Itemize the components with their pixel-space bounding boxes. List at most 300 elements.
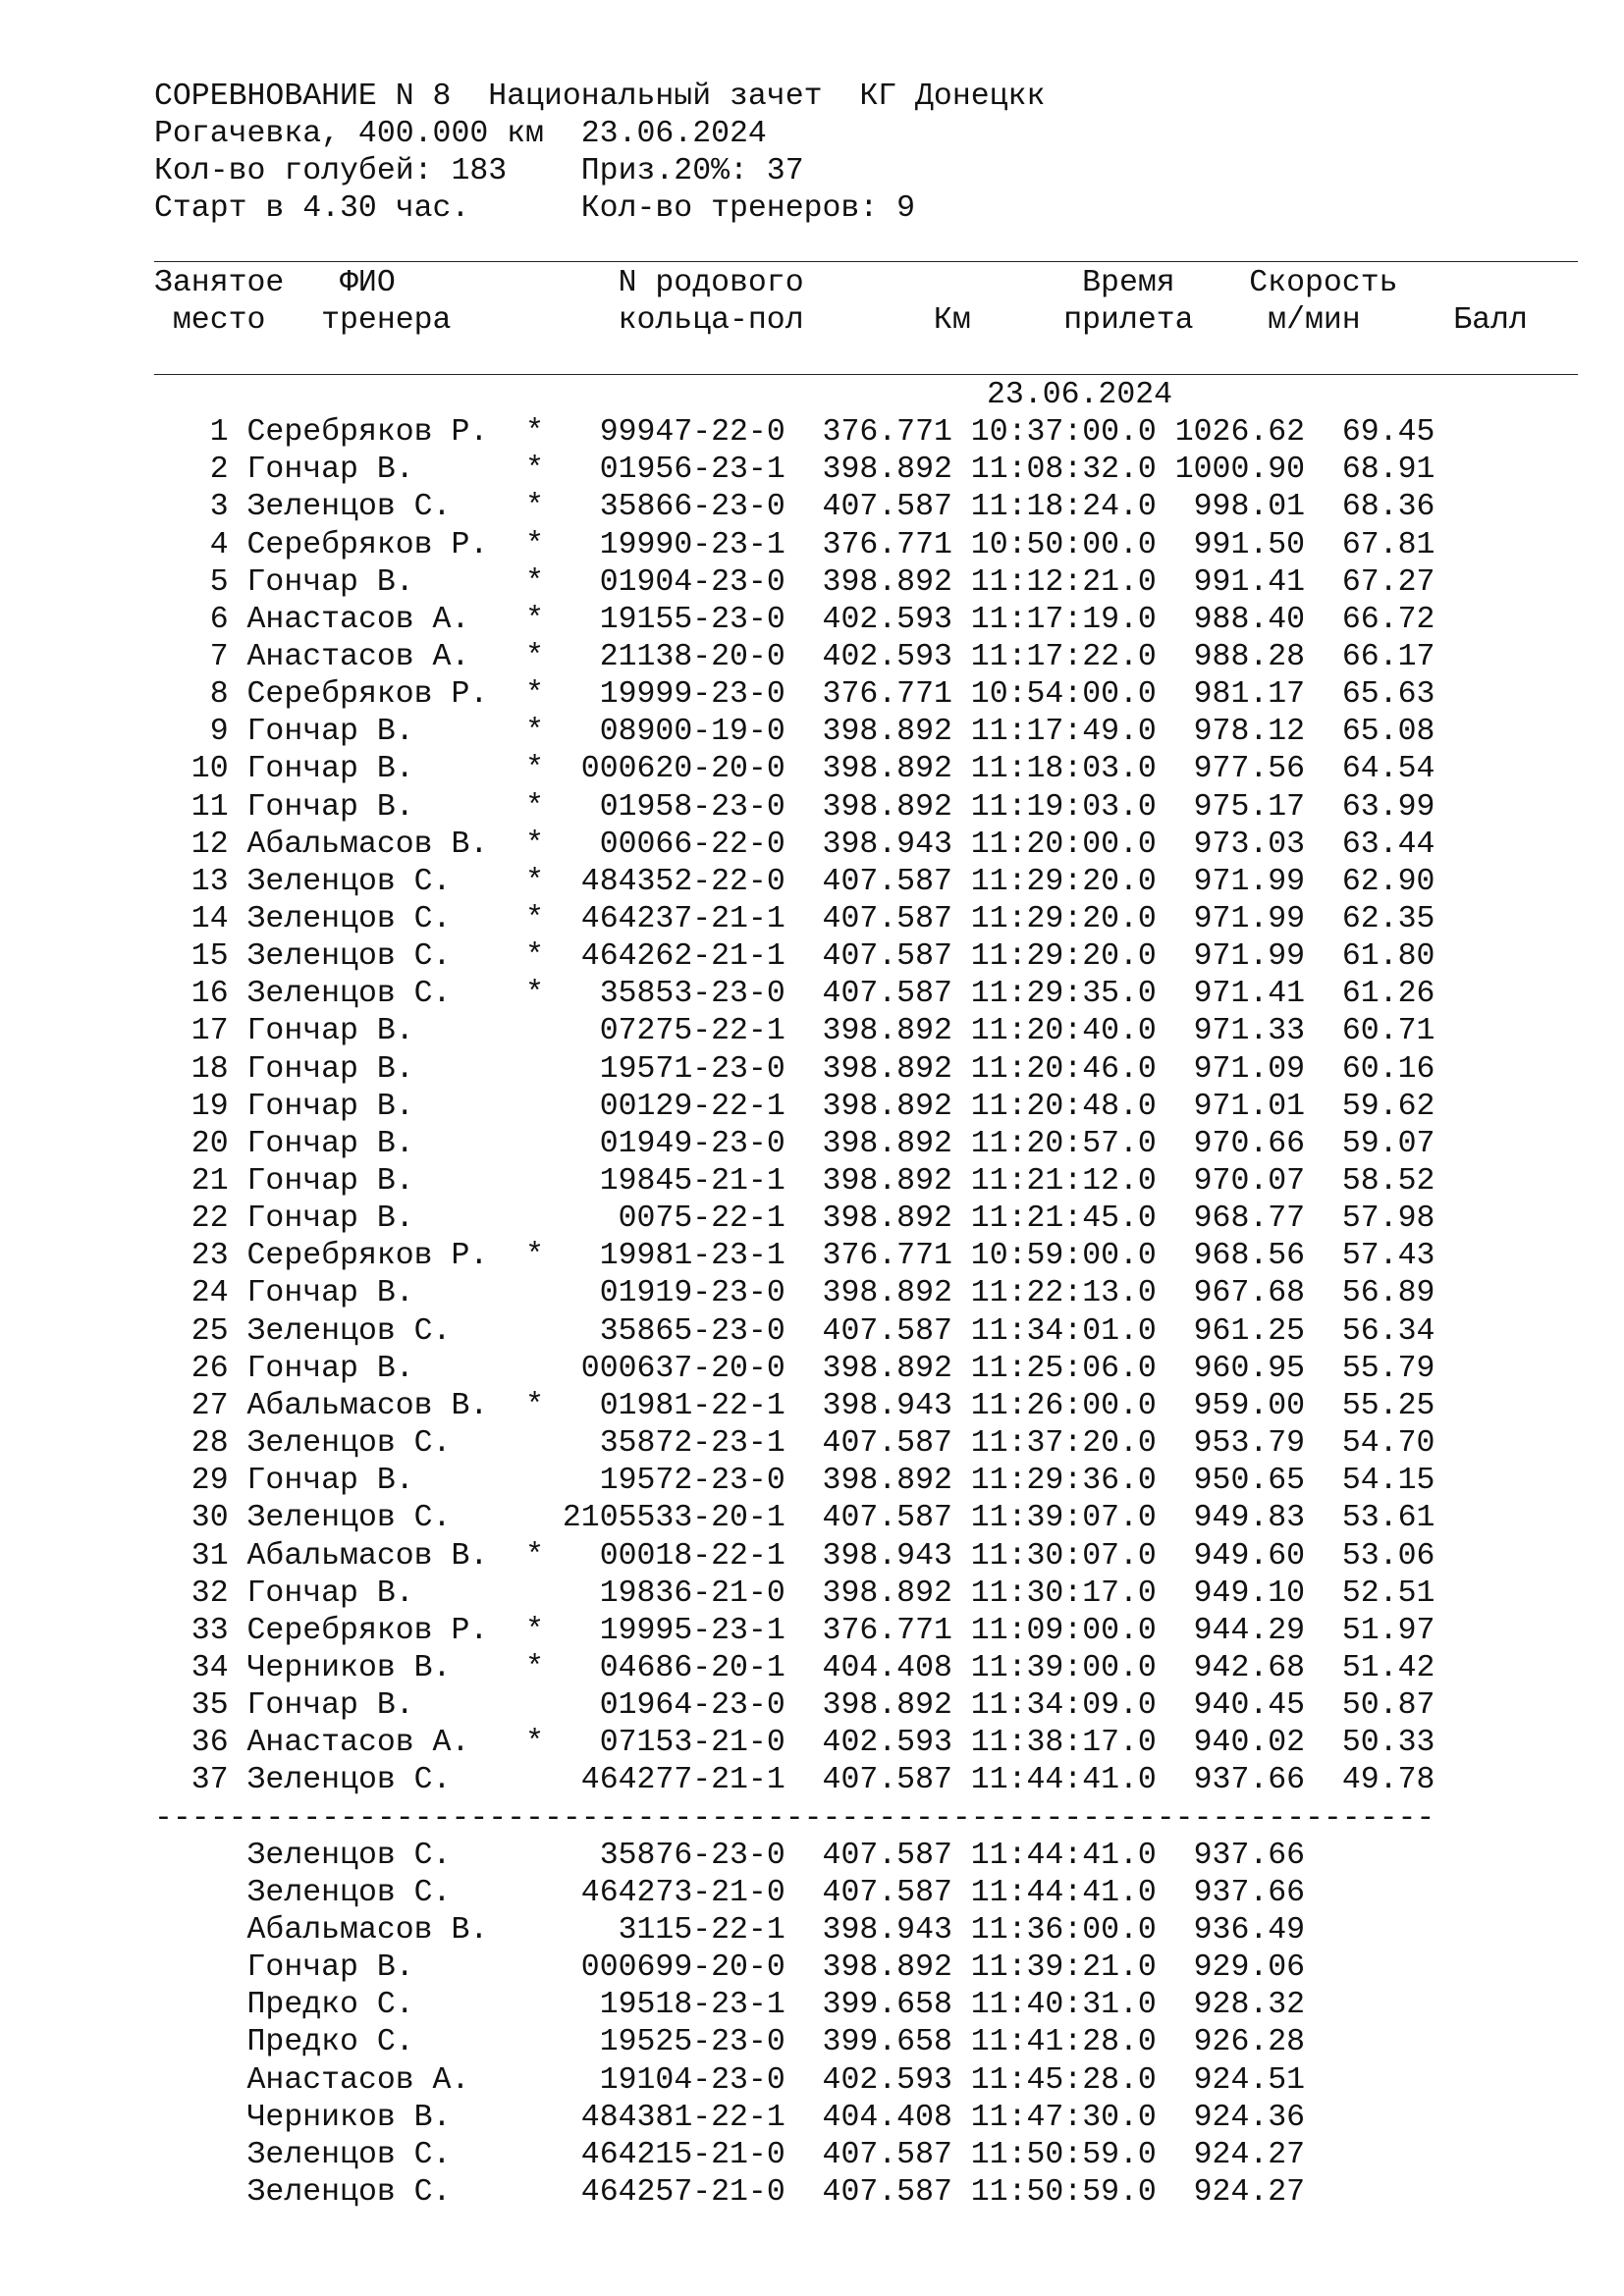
arrival-time: 11:20:00.0	[970, 827, 1157, 862]
arrival-time: 11:44:41.0	[970, 1838, 1157, 1873]
speed: 971.01	[1174, 1089, 1306, 1124]
arrival-time: 11:18:03.0	[970, 752, 1157, 787]
arrival-time: 11:45:28.0	[970, 2062, 1157, 2098]
table-row	[154, 1538, 1435, 1575]
place: 36	[154, 1726, 229, 1761]
speed: 971.41	[1174, 977, 1306, 1012]
points: 61.80	[1323, 939, 1435, 975]
table-row	[154, 938, 1435, 976]
speed: 998.01	[1174, 490, 1306, 525]
place: 27	[154, 1388, 229, 1423]
mark	[525, 1501, 544, 1535]
ring-number: 35872-23-1	[562, 1426, 785, 1461]
place: 34	[154, 1651, 229, 1685]
trainer-name: Зеленцов С.	[246, 2137, 508, 2172]
trainer-name: Зеленцов С.	[246, 1501, 508, 1536]
date-heading: 23.06.2024	[987, 378, 1173, 412]
arrival-time: 11:34:09.0	[970, 1688, 1157, 1724]
arrival-time: 11:29:20.0	[970, 939, 1157, 975]
ring-number: 19571-23-0	[562, 1051, 785, 1087]
mark	[525, 1164, 544, 1199]
table-row	[154, 1388, 1435, 1425]
speed: 961.25	[1174, 1313, 1306, 1349]
mark: *	[525, 415, 544, 450]
competition-title: СОРЕВНОВАНИЕ N 8 Национальный зачет КГ Донецкк	[154, 80, 1046, 114]
arrival-time: 11:44:41.0	[970, 1875, 1157, 1910]
speed: 959.00	[1174, 1388, 1306, 1423]
mark: *	[525, 939, 544, 975]
arrival-time: 11:39:07.0	[970, 1501, 1157, 1536]
trainer-name: Предко С.	[246, 2025, 508, 2060]
speed: 967.68	[1174, 1276, 1306, 1311]
points: 69.45	[1323, 415, 1435, 450]
speed: 988.40	[1174, 602, 1306, 637]
points: 54.15	[1323, 1464, 1435, 1499]
table-row	[154, 1912, 1305, 1949]
place: 26	[154, 1351, 229, 1386]
table-row	[154, 976, 1435, 1013]
arrival-time: 11:29:20.0	[970, 902, 1157, 936]
arrival-time: 11:29:20.0	[970, 864, 1157, 899]
place: 21	[154, 1164, 229, 1199]
trainer-name: Анастасов А.	[246, 639, 508, 674]
ring-number: 464215-21-0	[562, 2137, 785, 2172]
table-row	[154, 1949, 1305, 1987]
arrival-time: 11:40:31.0	[970, 1988, 1157, 2023]
trainer-name: Гончар В.	[246, 1089, 508, 1124]
mark: *	[525, 1613, 544, 1648]
points: 65.63	[1323, 677, 1435, 712]
distance-km: 398.892	[803, 564, 952, 600]
trainer-name: Гончар В.	[246, 1575, 508, 1611]
distance-km: 398.943	[803, 1538, 952, 1574]
points: 57.43	[1323, 1239, 1435, 1274]
table-row	[154, 1838, 1305, 1875]
points: 55.79	[1323, 1351, 1435, 1386]
mark: *	[525, 1239, 544, 1274]
table-row	[154, 1463, 1435, 1500]
distance-km: 404.408	[803, 1651, 952, 1685]
points: 50.87	[1323, 1688, 1435, 1724]
trainer-name: Гончар В.	[246, 752, 508, 787]
speed: 942.68	[1174, 1651, 1306, 1685]
trainer-name: Гончар В.	[246, 564, 508, 600]
distance-km: 376.771	[803, 415, 952, 450]
ring-number: 19155-23-0	[562, 602, 785, 637]
arrival-time: 11:22:13.0	[970, 1276, 1157, 1311]
arrival-time: 11:21:45.0	[970, 1201, 1157, 1237]
arrival-time: 11:19:03.0	[970, 789, 1157, 825]
arrival-time: 11:26:00.0	[970, 1388, 1157, 1423]
arrival-time: 11:37:20.0	[970, 1426, 1157, 1461]
arrival-time: 11:39:00.0	[970, 1651, 1157, 1685]
points: 68.91	[1323, 453, 1435, 488]
ring-number: 464262-21-1	[562, 939, 785, 975]
trainer-name: Зеленцов С.	[246, 977, 508, 1012]
ring-number: 464257-21-0	[562, 2175, 785, 2211]
speed: 971.09	[1174, 1051, 1306, 1087]
table-row	[154, 639, 1435, 676]
speed: 924.27	[1174, 2137, 1306, 2172]
mark	[525, 1201, 544, 1236]
points: 63.44	[1323, 827, 1435, 862]
arrival-time: 11:47:30.0	[970, 2100, 1157, 2135]
table-row	[154, 864, 1435, 901]
points: 65.08	[1323, 715, 1435, 750]
points: 55.25	[1323, 1388, 1435, 1423]
distance-km: 376.771	[803, 1239, 952, 1274]
arrival-time: 11:09:00.0	[970, 1613, 1157, 1648]
distance-km: 398.892	[803, 752, 952, 787]
trainer-name: Гончар В.	[246, 1164, 508, 1199]
place: 11	[154, 789, 229, 825]
trainer-name: Абальмасов В.	[246, 1913, 508, 1948]
arrival-time: 11:39:21.0	[970, 1950, 1157, 1986]
mark	[525, 1576, 544, 1611]
table-row	[154, 1613, 1435, 1650]
distance-km: 398.892	[803, 789, 952, 825]
points: 63.99	[1323, 789, 1435, 825]
mark: *	[525, 1538, 544, 1574]
table-row	[154, 1089, 1435, 1126]
mark: *	[525, 527, 544, 562]
place: 33	[154, 1613, 229, 1648]
mark	[525, 1276, 544, 1310]
table-row	[154, 1875, 1305, 1912]
speed: 971.99	[1174, 902, 1306, 936]
ring-number: 000620-20-0	[562, 752, 785, 787]
mark	[525, 1090, 544, 1124]
arrival-time: 10:50:00.0	[970, 527, 1157, 562]
arrival-time: 11:44:41.0	[970, 1763, 1157, 1798]
speed: 1000.90	[1174, 453, 1306, 488]
mark: *	[525, 977, 544, 1012]
trainer-name: Зеленцов С.	[246, 864, 508, 899]
speed: 977.56	[1174, 752, 1306, 787]
ring-number: 0075-22-1	[562, 1201, 785, 1237]
ring-number: 00129-22-1	[562, 1089, 785, 1124]
speed: 970.07	[1174, 1164, 1306, 1199]
arrival-time: 11:50:59.0	[970, 2137, 1157, 2172]
table-row	[154, 452, 1435, 489]
arrival-time: 11:41:28.0	[970, 2025, 1157, 2060]
trainer-name: Анастасов А.	[246, 2062, 508, 2098]
ring-number: 464277-21-1	[562, 1763, 785, 1798]
ring-number: 3115-22-1	[562, 1913, 785, 1948]
table-row	[154, 1238, 1435, 1275]
mark: *	[525, 1388, 544, 1423]
table-row	[154, 2137, 1305, 2174]
arrival-time: 11:20:46.0	[970, 1051, 1157, 1087]
table-row	[154, 602, 1435, 639]
points: 51.97	[1323, 1613, 1435, 1648]
distance-km: 398.943	[803, 827, 952, 862]
trainer-name: Зеленцов С.	[246, 490, 508, 525]
mark	[525, 1688, 544, 1723]
table-row	[154, 1163, 1435, 1201]
ring-number: 07153-21-0	[562, 1726, 785, 1761]
arrival-time: 11:30:07.0	[970, 1538, 1157, 1574]
place: 32	[154, 1575, 229, 1611]
speed: 949.10	[1174, 1575, 1306, 1611]
ring-number: 19518-23-1	[562, 1988, 785, 2023]
table-row	[154, 527, 1435, 564]
distance-km: 398.892	[803, 1950, 952, 1986]
points: 49.78	[1323, 1763, 1435, 1798]
ring-number: 35865-23-0	[562, 1313, 785, 1349]
arrival-time: 11:25:06.0	[970, 1351, 1157, 1386]
arrival-time: 11:18:24.0	[970, 490, 1157, 525]
ring-number: 08900-19-0	[562, 715, 785, 750]
mark: *	[525, 564, 544, 600]
place: 7	[154, 639, 229, 674]
ring-number: 000699-20-0	[562, 1950, 785, 1986]
place: 35	[154, 1688, 229, 1724]
ring-number: 19990-23-1	[562, 527, 785, 562]
distance-km: 398.892	[803, 715, 952, 750]
points: 58.52	[1323, 1164, 1435, 1199]
distance-km: 404.408	[803, 2100, 952, 2135]
ring-number: 19525-23-0	[562, 2025, 785, 2060]
mark: *	[525, 1651, 544, 1685]
points: 62.35	[1323, 902, 1435, 936]
ring-number: 464273-21-0	[562, 1875, 785, 1910]
distance-km: 402.593	[803, 639, 952, 674]
ring-number: 01949-23-0	[562, 1126, 785, 1161]
points: 59.62	[1323, 1089, 1435, 1124]
ring-number: 35866-23-0	[562, 490, 785, 525]
ring-number: 35853-23-0	[562, 977, 785, 1012]
trainer-name: Гончар В.	[246, 1126, 508, 1161]
distance-km: 407.587	[803, 939, 952, 975]
points: 50.33	[1323, 1726, 1435, 1761]
speed: 937.66	[1174, 1838, 1306, 1873]
speed: 924.36	[1174, 2100, 1306, 2135]
speed: 944.29	[1174, 1613, 1306, 1648]
speed: 950.65	[1174, 1464, 1306, 1499]
table-row	[154, 789, 1435, 827]
distance-km: 407.587	[803, 490, 952, 525]
distance-km: 398.943	[803, 1913, 952, 1948]
mark: *	[525, 715, 544, 750]
points: 56.34	[1323, 1313, 1435, 1349]
speed: 975.17	[1174, 789, 1306, 825]
arrival-time: 11:17:22.0	[970, 639, 1157, 674]
points: 68.36	[1323, 490, 1435, 525]
place: 6	[154, 602, 229, 637]
place: 29	[154, 1464, 229, 1499]
arrival-time: 10:54:00.0	[970, 677, 1157, 712]
distance-km: 398.892	[803, 1089, 952, 1124]
distance-km: 402.593	[803, 2062, 952, 2098]
trainer-name: Зеленцов С.	[246, 1838, 508, 1873]
distance-km: 402.593	[803, 1726, 952, 1761]
header-bottom-rule	[154, 374, 1578, 375]
mark: *	[525, 789, 544, 825]
table-row	[154, 1687, 1435, 1725]
mark: *	[525, 752, 544, 787]
trainer-name: Зеленцов С.	[246, 1875, 508, 1910]
table-row	[154, 1500, 1435, 1537]
arrival-time: 11:38:17.0	[970, 1726, 1157, 1761]
table-row	[154, 714, 1435, 751]
ring-number: 99947-22-0	[562, 415, 785, 450]
distance-km: 407.587	[803, 977, 952, 1012]
place: 18	[154, 1051, 229, 1087]
distance-km: 398.892	[803, 1688, 952, 1724]
arrival-time: 11:20:40.0	[970, 1014, 1157, 1049]
place: 13	[154, 864, 229, 899]
speed: 981.17	[1174, 677, 1306, 712]
points: 53.61	[1323, 1501, 1435, 1536]
distance-km: 398.892	[803, 1276, 952, 1311]
ring-number: 01904-23-0	[562, 564, 785, 600]
points: 53.06	[1323, 1538, 1435, 1574]
ring-number: 2105533-20-1	[562, 1501, 785, 1536]
points: 61.26	[1323, 977, 1435, 1012]
table-row	[154, 2174, 1305, 2212]
table-row	[154, 676, 1435, 714]
trainer-name: Гончар В.	[246, 1014, 508, 1049]
table-row	[154, 901, 1435, 938]
speed: 940.02	[1174, 1726, 1306, 1761]
speed: 929.06	[1174, 1950, 1306, 1986]
ring-number: 464237-21-1	[562, 902, 785, 936]
ring-number: 19845-21-1	[562, 1164, 785, 1199]
points: 60.71	[1323, 1014, 1435, 1049]
speed: 991.41	[1174, 564, 1306, 600]
speed: 949.60	[1174, 1538, 1306, 1574]
ring-number: 07275-22-1	[562, 1014, 785, 1049]
speed: 1026.62	[1174, 415, 1306, 450]
speed: 924.51	[1174, 2062, 1306, 2098]
ring-number: 19104-23-0	[562, 2062, 785, 2098]
distance-km: 376.771	[803, 677, 952, 712]
mark	[525, 1014, 544, 1048]
speed: 953.79	[1174, 1426, 1306, 1461]
mark	[525, 1052, 544, 1087]
distance-km: 398.892	[803, 1126, 952, 1161]
speed: 940.45	[1174, 1688, 1306, 1724]
table-row	[154, 414, 1435, 452]
distance-km: 398.943	[803, 1388, 952, 1423]
trainer-name: Гончар В.	[246, 1201, 508, 1237]
speed: 988.28	[1174, 639, 1306, 674]
trainer-name: Гончар В.	[246, 1464, 508, 1499]
points: 59.07	[1323, 1126, 1435, 1161]
mark	[525, 1127, 544, 1161]
distance-km: 407.587	[803, 1875, 952, 1910]
table-row	[154, 1313, 1435, 1351]
distance-km: 407.587	[803, 2137, 952, 2172]
place: 22	[154, 1201, 229, 1237]
trainer-name: Гончар В.	[246, 1351, 508, 1386]
distance-km: 407.587	[803, 864, 952, 899]
trainer-name: Серебряков Р.	[246, 677, 508, 712]
speed: 936.49	[1174, 1913, 1306, 1948]
place: 14	[154, 902, 229, 936]
table-row	[154, 1201, 1435, 1238]
trainer-name: Зеленцов С.	[246, 902, 508, 936]
points: 57.98	[1323, 1201, 1435, 1237]
ring-number: 19995-23-1	[562, 1613, 785, 1648]
ring-number: 01981-22-1	[562, 1388, 785, 1423]
place: 9	[154, 715, 229, 750]
mark	[525, 1352, 544, 1386]
trainer-name: Абальмасов В.	[246, 1538, 508, 1574]
distance-km: 407.587	[803, 1763, 952, 1798]
mark: *	[525, 639, 544, 674]
distance-km: 407.587	[803, 2175, 952, 2211]
table-row	[154, 1351, 1435, 1388]
arrival-time: 11:34:01.0	[970, 1313, 1157, 1349]
arrival-time: 11:17:49.0	[970, 715, 1157, 750]
points: 67.81	[1323, 527, 1435, 562]
arrival-time: 11:30:17.0	[970, 1575, 1157, 1611]
place: 25	[154, 1313, 229, 1349]
distance-km: 398.892	[803, 1014, 952, 1049]
place: 23	[154, 1239, 229, 1274]
speed: 978.12	[1174, 715, 1306, 750]
trainer-name: Предко С.	[246, 1988, 508, 2023]
speed: 971.99	[1174, 939, 1306, 975]
distance-km: 376.771	[803, 1613, 952, 1648]
column-header-row-1: Занятое ФИО N родового Время Скорость	[154, 266, 1398, 300]
mark	[525, 1314, 544, 1349]
table-row	[154, 1650, 1435, 1687]
mark	[525, 1426, 544, 1461]
speed: 937.66	[1174, 1763, 1306, 1798]
trainer-name: Зеленцов С.	[246, 1313, 508, 1349]
arrival-time: 11:20:57.0	[970, 1126, 1157, 1161]
distance-km: 398.892	[803, 1575, 952, 1611]
points: 51.42	[1323, 1651, 1435, 1685]
speed: 970.66	[1174, 1126, 1306, 1161]
distance-km: 398.892	[803, 1051, 952, 1087]
ring-number: 00018-22-1	[562, 1538, 785, 1574]
trainer-name: Гончар В.	[246, 789, 508, 825]
place: 12	[154, 827, 229, 862]
ring-number: 35876-23-0	[562, 1838, 785, 1873]
mark: *	[525, 864, 544, 899]
table-row	[154, 1275, 1435, 1312]
arrival-time: 10:59:00.0	[970, 1239, 1157, 1274]
distance-km: 407.587	[803, 902, 952, 936]
distance-km: 399.658	[803, 1988, 952, 2023]
arrival-time: 11:08:32.0	[970, 453, 1157, 488]
ring-number: 00066-22-0	[562, 827, 785, 862]
speed: 973.03	[1174, 827, 1306, 862]
speed: 968.56	[1174, 1239, 1306, 1274]
ring-number: 19999-23-0	[562, 677, 785, 712]
table-row	[154, 2062, 1305, 2100]
trainer-name: Абальмасов В.	[246, 1388, 508, 1423]
place: 1	[154, 415, 229, 450]
ring-number: 01919-23-0	[562, 1276, 785, 1311]
mark	[525, 1763, 544, 1797]
arrival-time: 11:29:35.0	[970, 977, 1157, 1012]
trainer-name: Серебряков Р.	[246, 1613, 508, 1648]
points: 66.17	[1323, 639, 1435, 674]
points: 62.90	[1323, 864, 1435, 899]
arrival-time: 11:50:59.0	[970, 2175, 1157, 2211]
speed: 937.66	[1174, 1875, 1306, 1910]
points: 52.51	[1323, 1575, 1435, 1611]
ring-number: 01964-23-0	[562, 1688, 785, 1724]
distance-km: 407.587	[803, 1501, 952, 1536]
table-row	[154, 2024, 1305, 2061]
trainer-name: Гончар В.	[246, 453, 508, 488]
